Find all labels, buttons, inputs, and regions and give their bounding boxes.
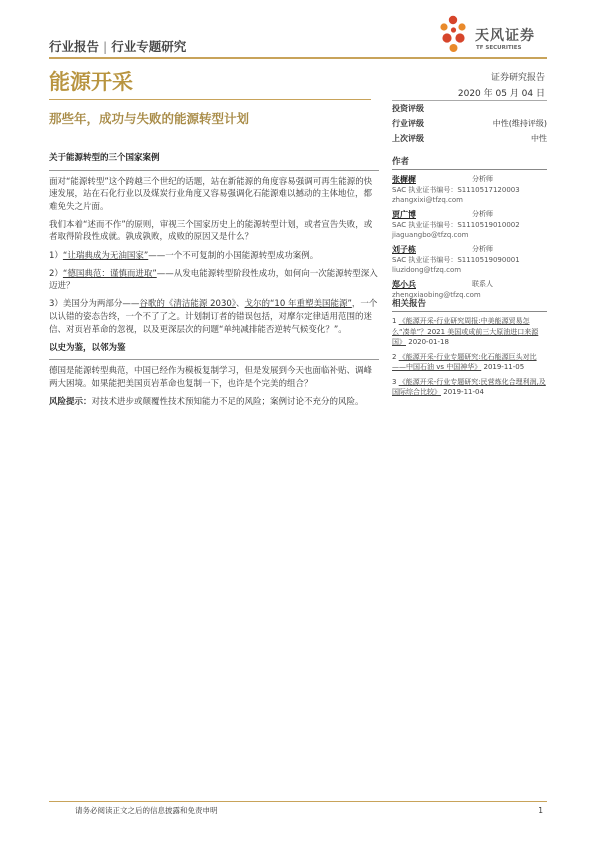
related-title[interactable]: 《能源开采-行业专题研究:民营炼化合理利润,及国际综合比较》 xyxy=(392,377,546,396)
rating-row-invest xyxy=(392,101,547,116)
rating-row-industry xyxy=(392,116,547,131)
related-reports xyxy=(392,297,547,398)
author-sac: SAC 执业证书编号：S1110519010002 xyxy=(392,221,520,229)
logo-mark-icon xyxy=(438,13,472,53)
section-subtitle: 以史为鉴，以邻为鉴 xyxy=(49,342,126,353)
footer-divider xyxy=(49,801,547,802)
report-headline: 那些年，成功与失败的能源转型计划 xyxy=(49,111,250,126)
rating-value: 中性 xyxy=(531,134,547,143)
case-number: 2） xyxy=(49,268,63,279)
author-name[interactable]: 张樨樨 xyxy=(392,175,416,184)
header-divider xyxy=(49,57,547,59)
industry-title: 能源开采 xyxy=(49,70,133,94)
logo-text-cn: 天风证券 xyxy=(475,28,535,44)
related-report-item[interactable] xyxy=(392,352,547,373)
author-entry xyxy=(392,210,547,240)
author-sac: SAC 执业证书编号：S1110517120003 xyxy=(392,186,520,194)
author-role: 分析师 xyxy=(472,210,493,218)
risk-warning xyxy=(49,396,379,409)
logo-text-en: TF SECURITIES xyxy=(476,45,522,51)
risk-label: 风险提示： xyxy=(49,396,92,407)
section-divider xyxy=(49,170,379,171)
rating-block xyxy=(392,100,547,146)
authors-heading: 作者 xyxy=(392,155,547,170)
main-content xyxy=(49,152,379,414)
breadcrumb-report: 行业报告 xyxy=(49,39,100,54)
report-type: 证券研究报告 xyxy=(490,73,545,83)
related-report-item[interactable] xyxy=(392,316,547,348)
case-link-sweden[interactable]: “让瑞典成为无油国家” xyxy=(62,250,149,261)
related-report-item[interactable] xyxy=(392,377,547,398)
related-heading: 相关报告 xyxy=(392,297,547,312)
author-email[interactable]: liuzidong@tfzq.com xyxy=(392,265,462,274)
related-number: 2 xyxy=(392,352,397,361)
case-desc: ，一个以认错的姿态告终，一个不了了之。计划制订者的错误包括，对摩尔定律适用范围的迷信、对页岩革命的忽视，以及更深层次的问题“单纯减排能否逆转气候变化？”。 xyxy=(49,299,378,335)
author-role: 联系人 xyxy=(472,280,493,288)
rating-row-previous xyxy=(392,131,547,146)
author-sac: SAC 执业证书编号：S1110519090001 xyxy=(392,256,520,264)
related-title[interactable]: 《能源开采-行业研究周报:中美能源贸易怎么“凑单”？2021 美国或成前三大原油进口来源国》 xyxy=(392,317,539,346)
related-number: 3 xyxy=(392,377,397,386)
rating-value: 中性(维持评级) xyxy=(492,119,547,128)
breadcrumb xyxy=(49,37,186,55)
authors-sidebar xyxy=(392,155,547,301)
case-desc: ——一个不可复制的小国能源转型成功案例。 xyxy=(148,250,319,261)
report-date: 2020 年 05 月 04 日 xyxy=(457,89,545,99)
author-email[interactable]: zhengxiaobing@tfzq.com xyxy=(392,291,481,299)
case-item-1 xyxy=(49,250,379,263)
author-name[interactable]: 刘子栋 xyxy=(392,245,416,254)
related-date: 2019-11-05 xyxy=(483,363,525,371)
author-email[interactable]: zhangxixi@tfzq.com xyxy=(392,195,463,204)
title-divider xyxy=(49,99,371,100)
author-entry xyxy=(392,245,547,275)
breadcrumb-separator: | xyxy=(103,39,108,54)
paragraph-approach: 我们本着“述而不作”的原则，审视三个国家历史上的能源转型计划，或者宣告失败，或者取得阶段性成就。孰成孰败，成败的原因又是什么？ xyxy=(49,219,373,243)
company-logo xyxy=(438,13,568,57)
case-number: 1） xyxy=(49,250,63,261)
author-entry xyxy=(392,175,547,205)
author-name[interactable]: 郑小兵 xyxy=(392,280,416,289)
risk-text: 对技术进步或颠覆性技术预知能力不足的风险；案例讨论不充分的风险。 xyxy=(91,396,364,407)
rating-key: 上次评级 xyxy=(392,134,424,143)
author-role: 分析师 xyxy=(472,175,493,183)
author-name[interactable]: 贾广博 xyxy=(392,210,416,219)
case-item-3 xyxy=(49,298,379,336)
related-title[interactable]: 《能源开采-行业专题研究:化石能源巨头对比——中国石油 vs 中国神华》 xyxy=(392,352,537,371)
author-email[interactable]: jiaguangbo@tfzq.com xyxy=(392,230,469,239)
case-desc: ——从发电能源转型阶段性成功，如何向一次能源转型深入迈进？ xyxy=(49,268,378,292)
rating-key: 投资评级 xyxy=(392,104,424,113)
page-number: 1 xyxy=(538,806,543,815)
section-divider xyxy=(49,359,379,360)
section-subtitle: 关于能源转型的三个国家案例 xyxy=(49,153,160,163)
paragraph-intro: 面对“能源转型”这个跨越三个世纪的话题，站在新能源的角度容易强调可再生能源的快速发展，站在石化行业以及煤炭行业角度又容易强调化石能源难以撼动的主体地位，都难免失之片面。 xyxy=(49,176,373,212)
case-number: 3）美国分为两部分—— xyxy=(49,299,140,310)
case-link-gore[interactable]: 戈尔的“10 年重塑美国能源” xyxy=(244,299,352,310)
paragraph-conclusion: 德国是能源转型典范，中国已经作为模板复制学习，但是发展到今天也面临补贴、调峰两大困境。如果能把美国页岩革命也复制一下，也许是个完美的组合？ xyxy=(49,366,373,389)
rating-key: 行业评级 xyxy=(392,119,424,128)
author-role: 分析师 xyxy=(472,245,493,253)
case-link-google[interactable]: 谷歌的《清洁能源 2030》 xyxy=(139,299,237,310)
related-date: 2020-01-18 xyxy=(408,338,449,346)
related-number: 1 xyxy=(392,317,397,325)
related-date: 2019-11-04 xyxy=(443,388,484,396)
case-link-germany[interactable]: “德国典范：谨慎而进取” xyxy=(62,268,157,279)
case-item-2 xyxy=(49,268,379,293)
case-separator: 、 xyxy=(236,299,245,310)
footer-disclaimer: 请务必阅读正文之后的信息披露和免责申明 xyxy=(75,806,218,815)
breadcrumb-category: 行业专题研究 xyxy=(111,39,187,54)
